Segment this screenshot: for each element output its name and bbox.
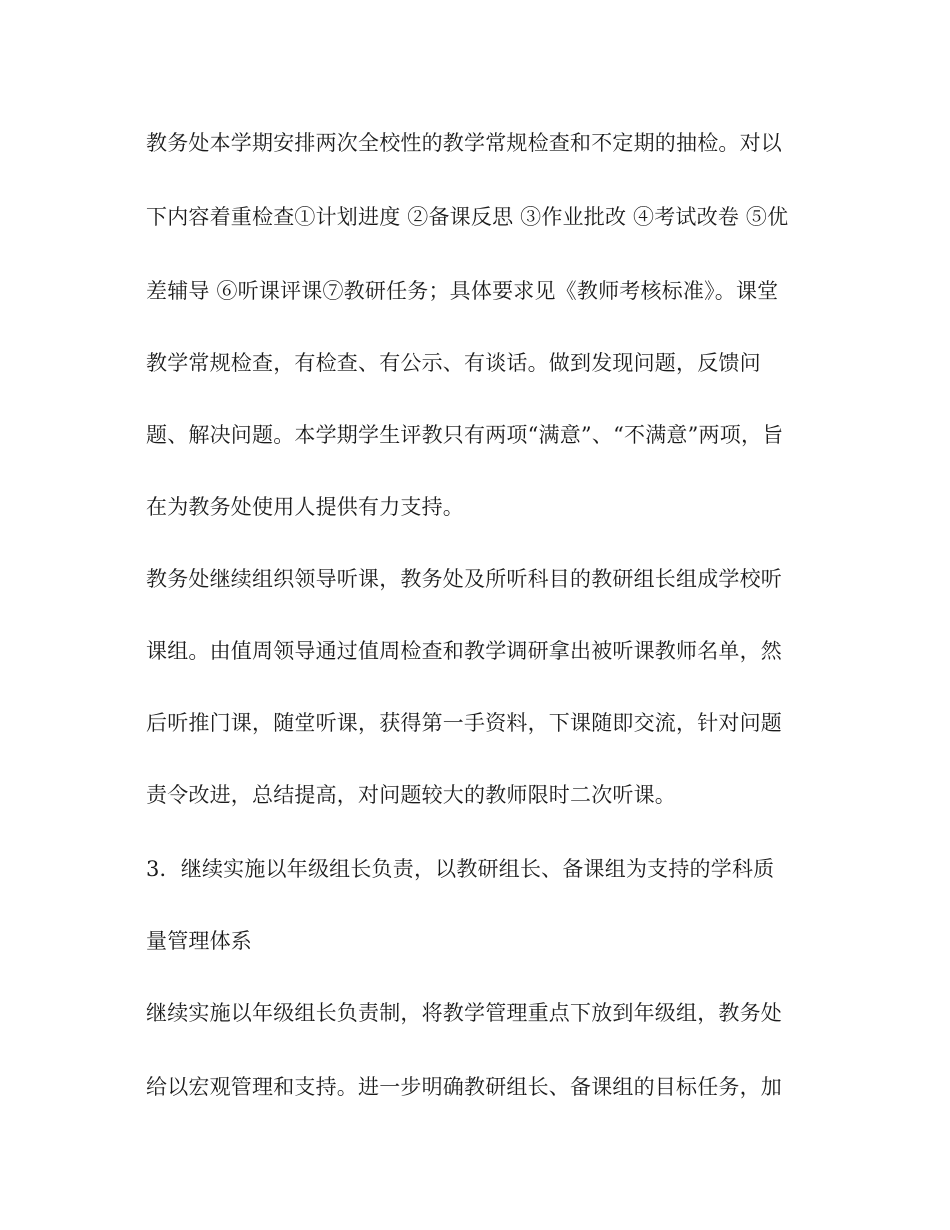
paragraph-3-line-1: 继续实施以年级组长负责制，将教学管理重点下放到年级组，教务处	[146, 1001, 782, 1025]
paragraph-1-line-1: 教务处本学期安排两次全校性的教学常规检查和不定期的抽检。对以	[146, 131, 782, 155]
paragraph-1-line-2: 下内容着重检查①计划进度 ②备课反思 ③作业批改 ④考试改卷 ⑤优	[146, 205, 789, 229]
paragraph-2-line-4: 责令改进，总结提高，对问题较大的教师限时二次听课。	[146, 783, 676, 807]
paragraph-2-line-3: 后听推门课，随堂听课，获得第一手资料，下课随即交流，针对问题	[146, 711, 782, 735]
paragraph-2-line-1: 教务处继续组织领导听课，教务处及所听科目的教研组长组成学校听	[146, 567, 782, 591]
paragraph-2-line-2: 课组。由值周领导通过值周检查和教学调研拿出被听课教师名单，然	[146, 639, 782, 663]
paragraph-1-line-6: 在为教务处使用人提供有力支持。	[146, 495, 464, 519]
paragraph-1-line-5: 题、解决问题。本学期学生评教只有两项“满意”、“不满意”两项，旨	[146, 423, 784, 447]
section-heading-line-2: 量管理体系	[146, 929, 252, 953]
paragraph-1-line-3: 差辅导 ⑥听课评课⑦教研任务；具体要求见《教师考核标准》。课堂	[146, 279, 779, 303]
section-heading-line-1: 3．继续实施以年级组长负责，以教研组长、备课组为支持的学科质	[146, 857, 775, 881]
paragraph-3-line-2: 给以宏观管理和支持。进一步明确教研组长、备课组的目标任务，加	[146, 1075, 782, 1099]
paragraph-1-line-4: 教学常规检查，有检查、有公示、有谈话。做到发现问题，反馈问	[146, 351, 761, 375]
